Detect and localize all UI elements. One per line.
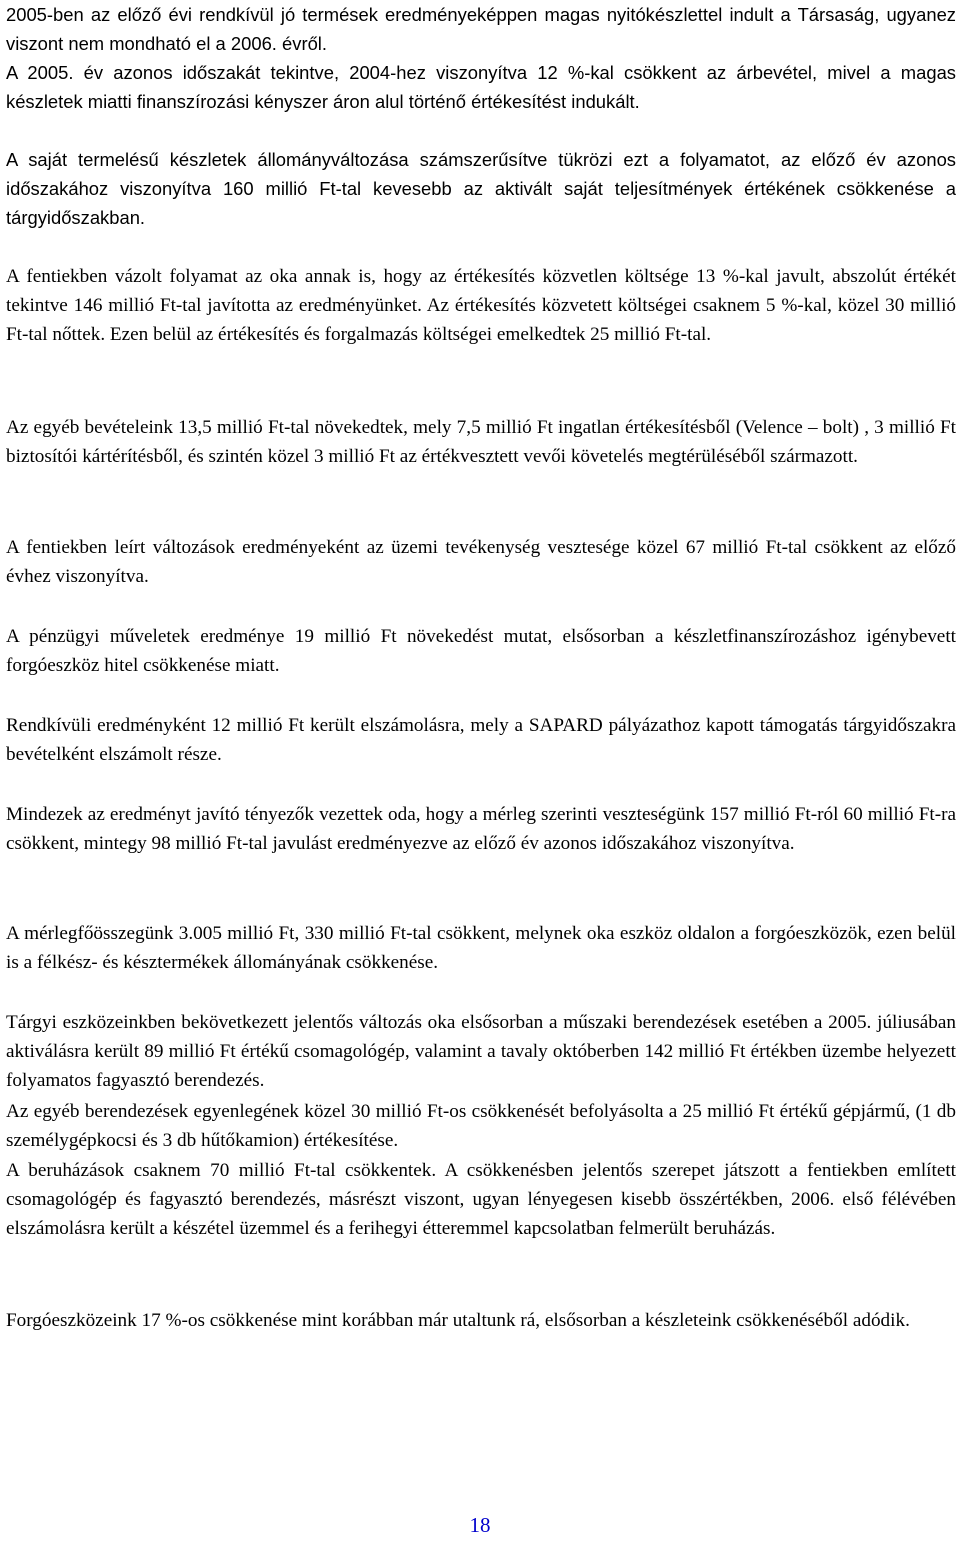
paragraph-10: A mérlegfőösszegünk 3.005 millió Ft, 330 millió Ft-tal csökkent, melynek oka eszköz oldalon a forgóeszközök, ezen belül is a félkész- és késztermékek állományának csökkenése. — [6, 923, 956, 973]
paragraph-12: Az egyéb berendezések egyenlegének közel 30 millió Ft-os csökkenését befolyásolta a 25 millió Ft értékű gépjármű, (1 db személygépkocsi és 3 db hűtőkamion) értékesítése. — [6, 1101, 956, 1151]
paragraph-2: A 2005. év azonos időszakát tekintve, 2004-hez viszonyítva 12 %-kal csökkent az árbevétel, mivel a magas készletek miatti finanszírozási kényszer áron alul történő értékesítést indukált. — [6, 62, 956, 112]
page-number: 18 — [469, 1513, 491, 1537]
paragraph-6: A fentiekben leírt változások eredményeként az üzemi tevékenység vesztesége közel 67 millió Ft-tal csökkent az előző évhez viszonyítva. — [6, 537, 956, 587]
paragraph-7: A pénzügyi műveletek eredménye 19 millió Ft növekedést mutat, elsősorban a készletfinanszírozáshoz igénybevett forgóeszköz hitel csökkenése miatt. — [6, 626, 956, 676]
paragraph-1: 2005-ben az előző évi rendkívül jó termések eredményeképpen magas nyitókészlettel indult a Társaság, ugyanez viszont nem mondható el a 2006. évről. — [6, 4, 956, 54]
paragraph-3: A saját termelésű készletek állományváltozása számszerűsítve tükrözi ezt a folyamatot, az előző év azonos időszakához viszonyítva 160 millió Ft-tal kevesebb az aktivált saját teljesítmények értékének csökkenése a tárgyidőszakban. — [6, 149, 956, 228]
paragraph-14: Forgóeszközeink 17 %-os csökkenése mint korábban már utaltunk rá, elsősorban a készleteink csökkenéséből adódik. — [6, 1310, 910, 1331]
paragraph-8: Rendkívüli eredményként 12 millió Ft került elszámolásra, mely a SAPARD pályázathoz kapott támogatás tárgyidőszakra bevételként elszámolt része. — [6, 715, 956, 765]
paragraph-13: A beruházások csaknem 70 millió Ft-tal csökkentek. A csökkenésben jelentős szerepet játszott a fentiekben említett csomagológép és fagyasztó berendezés, másrészt viszont, ugyan lényegesen kisebb összértékben, 2006. első félévében elszámolásra került a készétel üzemmel és a ferihegyi étteremmel kapcsolatban felmerült beruházás. — [6, 1160, 956, 1239]
paragraph-11: Tárgyi eszközeinkben bekövetkezett jelentős változás oka elsősorban a műszaki berendezések esetében a 2005. júliusában aktiválásra került 89 millió Ft értékű csomagológép, valamint a tavaly októberben 142 millió Ft értékben üzembe helyezett folyamatos fagyasztó berendezés. — [6, 1012, 956, 1091]
paragraph-4: A fentiekben vázolt folyamat az oka annak is, hogy az értékesítés közvetlen költsége 13 %-kal javult, abszolút értékét tekintve 146 millió Ft-tal javította az eredményünket. Az értékesítés közvetett költségei csaknem 5 %-kal, közel 30 millió Ft-tal nőttek. Ezen belül az értékesítés és forgalmazás költségei emelkedtek 25 millió Ft-tal. — [6, 266, 956, 345]
paragraph-5: Az egyéb bevételeink 13,5 millió Ft-tal növekedtek, mely 7,5 millió Ft ingatlan értékesítésből (Velence – bolt) , 3 millió Ft biztosítói kártérítésből, és szintén közel 3 millió Ft az értékvesztett vevői követelés megtérüléséből származott. — [6, 417, 956, 467]
paragraph-9: Mindezek az eredményt javító tényezők vezettek oda, hogy a mérleg szerinti veszteségünk 157 millió Ft-ról 60 millió Ft-ra csökkent, mintegy 98 millió Ft-tal javulást eredményezve az előző év azonos időszakához viszonyítva. — [6, 804, 956, 854]
